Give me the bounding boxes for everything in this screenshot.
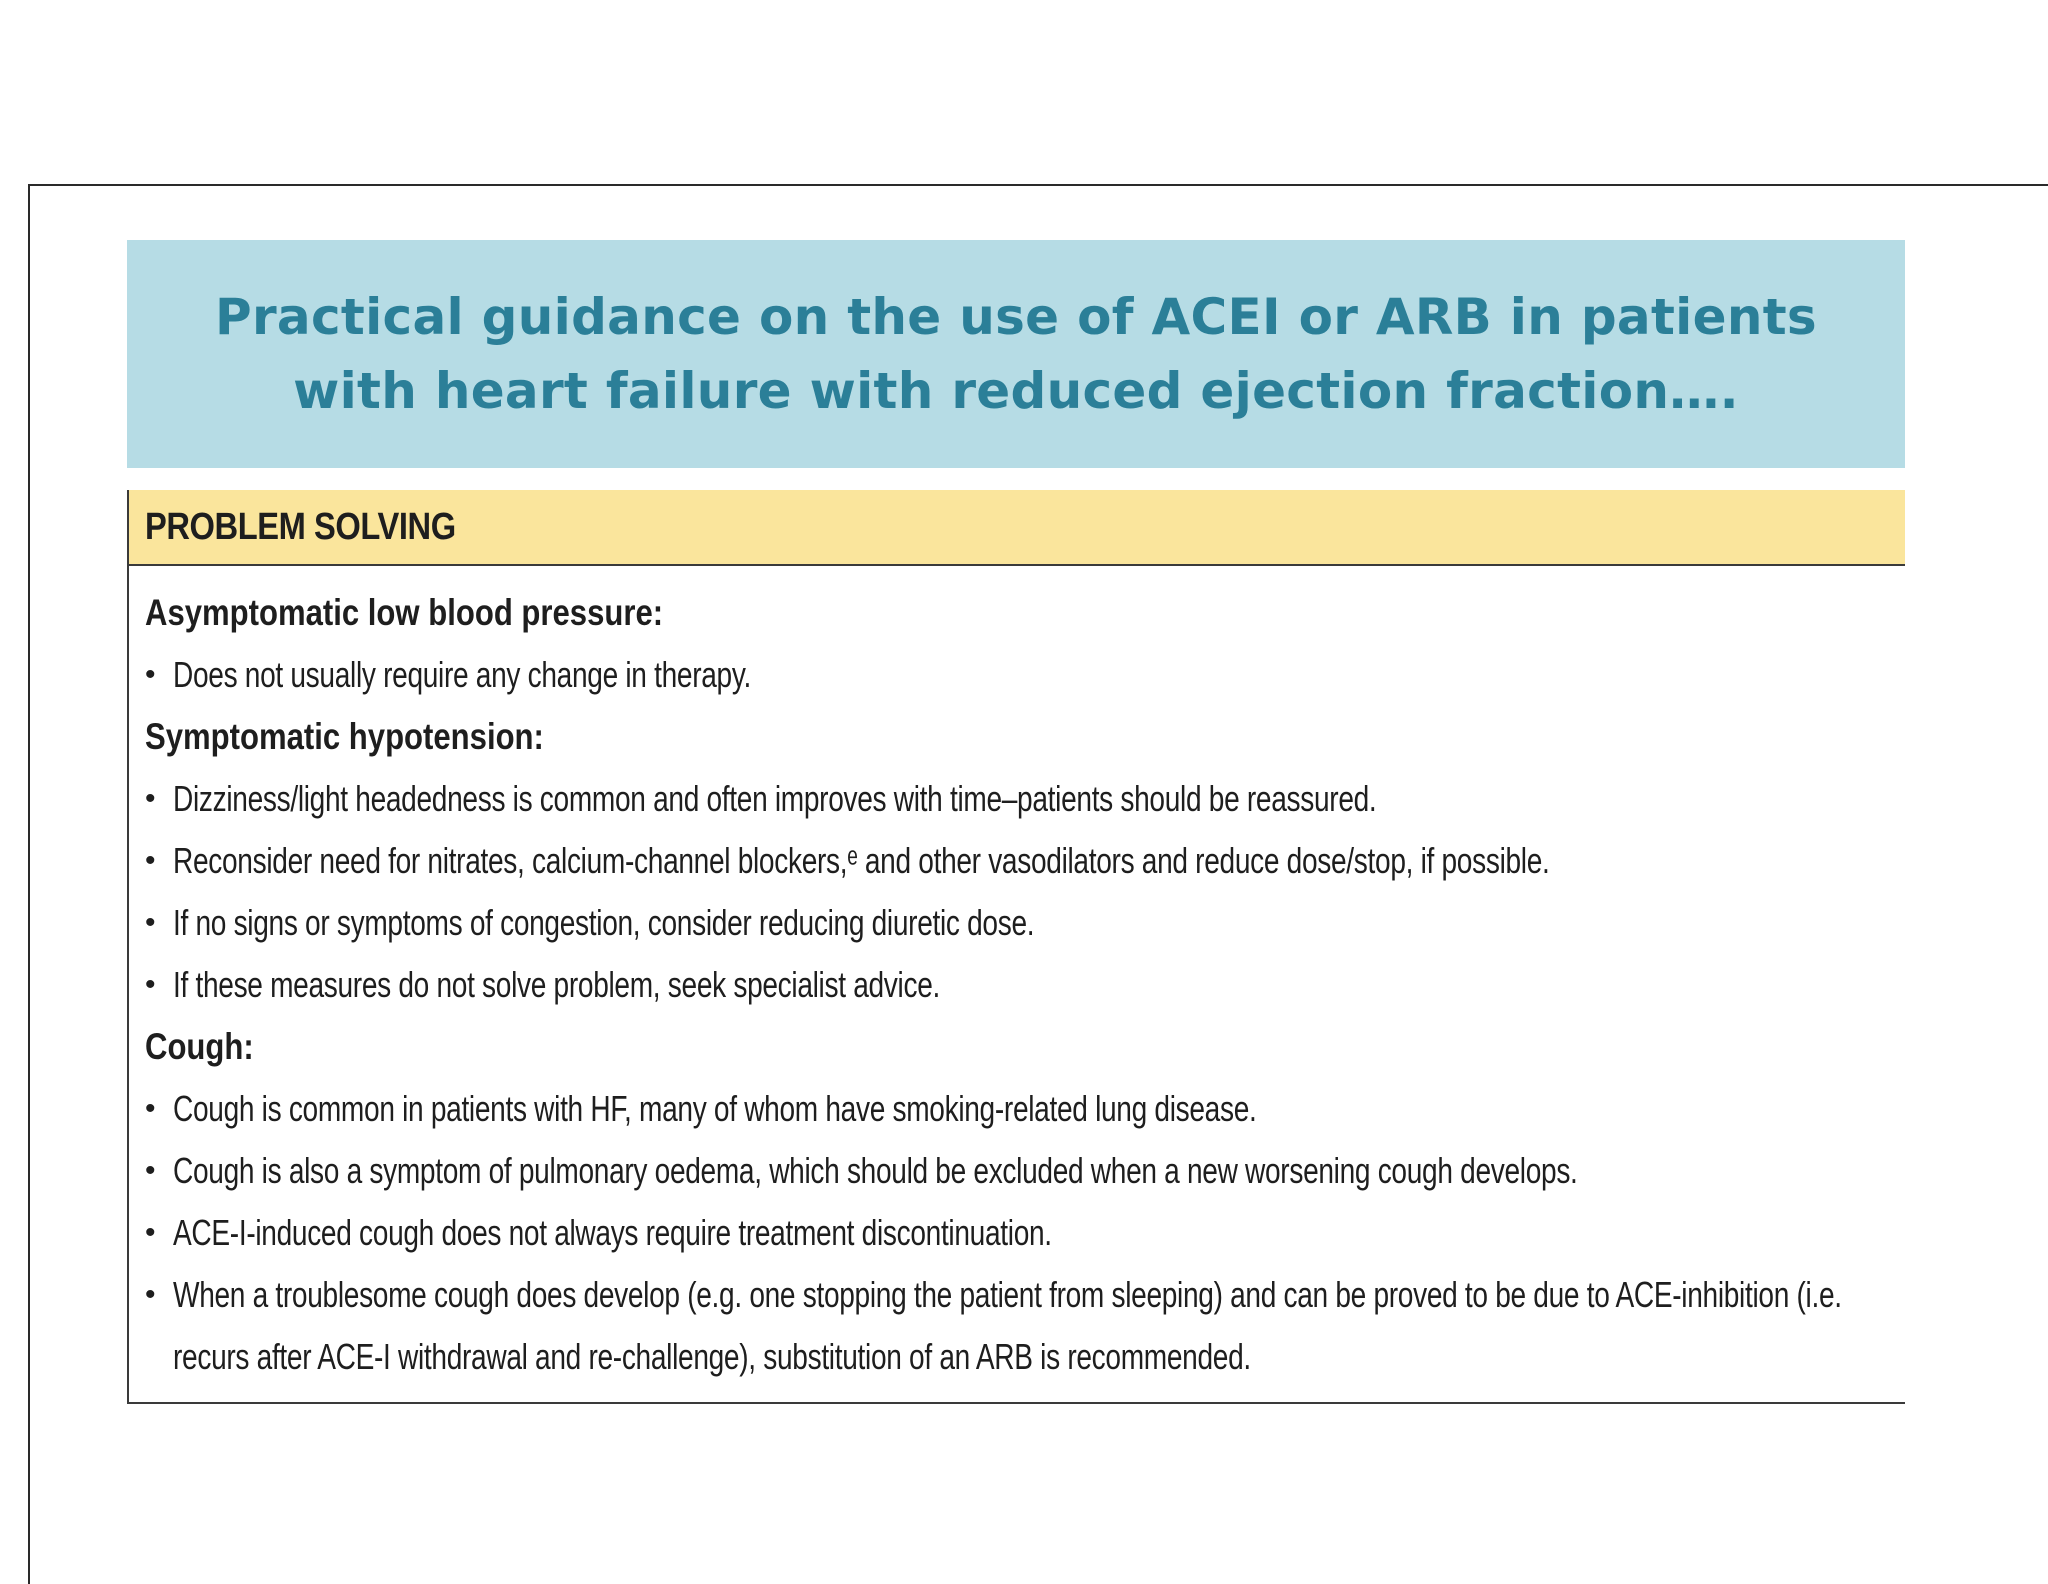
bullet-text: Cough is common in patients with HF, many of whom have smoking-related lung disease. bbox=[173, 1088, 1257, 1129]
bullet-item bbox=[145, 1202, 1905, 1264]
panel-body bbox=[129, 566, 1905, 1388]
problem-solving-panel bbox=[127, 490, 1905, 1404]
bullet-item bbox=[145, 1078, 1905, 1140]
bullet-icon: • bbox=[145, 1278, 156, 1311]
bullet-text: Dizziness/light headedness is common and often improves with time–patients should be reassured. bbox=[173, 778, 1377, 819]
panel-header bbox=[129, 490, 1905, 566]
bullet-icon: • bbox=[145, 1154, 156, 1187]
section-heading-low-bp: Asymptomatic low blood pressure: bbox=[145, 592, 664, 633]
section-heading-hypotension: Symptomatic hypotension: bbox=[145, 716, 544, 757]
bullet-icon: • bbox=[145, 658, 156, 691]
bullet-icon: • bbox=[145, 1216, 156, 1249]
slide-title: Practical guidance on the use of ACEI or ARB in patients with heart failure with reduced ejection fraction…. bbox=[215, 288, 1817, 420]
bullet-item bbox=[145, 1140, 1905, 1202]
bullet-text: If these measures do not solve problem, seek specialist advice. bbox=[173, 964, 940, 1005]
bullet-item bbox=[145, 1264, 1905, 1388]
bullet-item bbox=[145, 644, 1905, 706]
bullet-text: Does not usually require any change in therapy. bbox=[173, 654, 751, 695]
bullet-item bbox=[145, 954, 1905, 1016]
bullet-item bbox=[145, 768, 1905, 830]
bullet-text: When a troublesome cough does develop (e.g. one stopping the patient from sleeping) and can be proved to be due to ACE-inhibition (i.e. recurs after ACE-I withdrawal and re-challenge), substitution of an ARB is recommended. bbox=[173, 1274, 1842, 1377]
bullet-item bbox=[145, 830, 1905, 892]
bullet-text: Cough is also a symptom of pulmonary oedema, which should be excluded when a new worsening cough develops. bbox=[173, 1150, 1578, 1191]
bullet-icon: • bbox=[145, 1092, 156, 1125]
bullet-icon: • bbox=[145, 782, 156, 815]
section-heading-cough: Cough: bbox=[145, 1026, 254, 1067]
bullet-text: ACE-I-induced cough does not always require treatment discontinuation. bbox=[173, 1212, 1052, 1253]
title-banner bbox=[127, 240, 1905, 468]
panel-header-title: PROBLEM SOLVING bbox=[145, 505, 456, 548]
bullet-text: Reconsider need for nitrates, calcium-channel blockers,ᵉ and other vasodilators and reduce dose/stop, if possible. bbox=[173, 840, 1550, 881]
bullet-text: If no signs or symptoms of congestion, consider reducing diuretic dose. bbox=[173, 902, 1035, 943]
bullet-item bbox=[145, 892, 1905, 954]
bullet-icon: • bbox=[145, 844, 156, 877]
bullet-icon: • bbox=[145, 906, 156, 939]
bullet-icon: • bbox=[145, 968, 156, 1001]
